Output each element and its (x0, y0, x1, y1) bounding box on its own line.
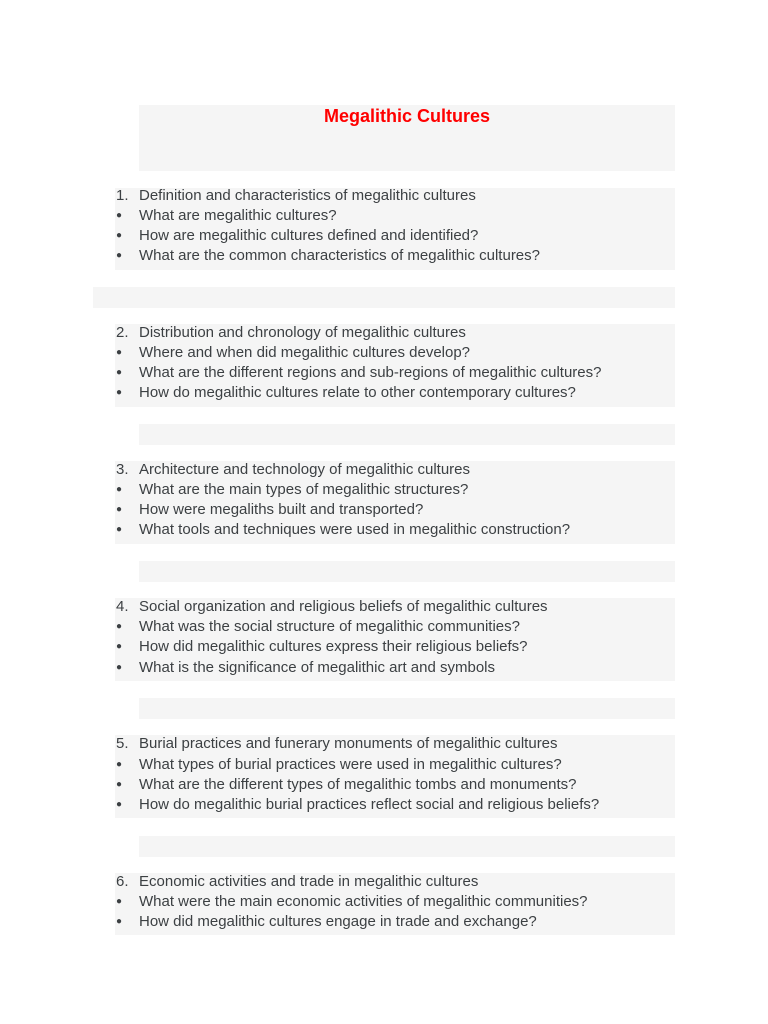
bullet-icon: ● (116, 387, 123, 398)
question-list-item (115, 775, 675, 795)
question-list-item (115, 795, 675, 815)
question-text: How are megalithic cultures defined and identified? (139, 227, 479, 244)
question-list-item (115, 617, 675, 637)
question-list-item (115, 500, 675, 520)
document-title: Megalithic Cultures (323, 106, 491, 126)
section-number: 1. (116, 187, 129, 204)
section-heading (115, 460, 675, 480)
question-text: What are the different types of megalithic tombs and monuments? (139, 776, 577, 793)
section-number: 2. (116, 324, 129, 341)
section-number: 5. (116, 735, 129, 752)
separator-band-3 (139, 561, 675, 582)
question-list-item (115, 912, 675, 932)
bullet-icon: ● (116, 799, 123, 810)
question-text: How did megalithic cultures engage in trade and exchange? (139, 913, 537, 930)
question-list-item (115, 755, 675, 775)
section-heading (115, 597, 675, 617)
section-heading (115, 872, 675, 892)
question-text: What are megalithic cultures? (139, 207, 337, 224)
section-heading-text: Definition and characteristics of megalithic cultures (139, 187, 476, 204)
question-text: What are the main types of megalithic structures? (139, 481, 469, 498)
section-number: 6. (116, 873, 129, 890)
question-list-item (115, 343, 675, 363)
bullet-icon: ● (116, 504, 123, 515)
section-heading (115, 734, 675, 754)
bullet-icon: ● (116, 484, 123, 495)
section-number: 4. (116, 598, 129, 615)
question-list-item (115, 892, 675, 912)
question-text: How did megalithic cultures express their religious beliefs? (139, 638, 528, 655)
section-heading-text: Architecture and technology of megalithic cultures (139, 461, 471, 478)
question-list-item (115, 658, 675, 678)
bullet-icon: ● (116, 621, 123, 632)
bullet-icon: ● (116, 524, 123, 535)
section-heading-text: Burial practices and funerary monuments of megalithic cultures (139, 735, 558, 752)
question-list-item (115, 383, 675, 403)
separator-band-2 (139, 424, 675, 445)
question-text: What are the common characteristics of megalithic cultures? (139, 247, 540, 264)
section-number: 3. (116, 461, 129, 478)
bullet-icon: ● (116, 367, 123, 378)
question-text: How were megaliths built and transported? (139, 501, 424, 518)
separator-band-1 (93, 287, 675, 308)
separator-band-5 (139, 836, 675, 857)
question-list-item (115, 480, 675, 500)
bullet-icon: ● (116, 641, 123, 652)
question-text: What are the different regions and sub-regions of megalithic cultures? (139, 364, 602, 381)
bullet-icon: ● (116, 347, 123, 358)
section-heading-text: Economic activities and trade in megalithic cultures (139, 873, 479, 890)
question-text: What tools and techniques were used in megalithic construction? (139, 521, 571, 538)
question-text: How do megalithic burial practices reflect social and religious beliefs? (139, 796, 600, 813)
question-list-item (115, 206, 675, 226)
question-text: How do megalithic cultures relate to other contemporary cultures? (139, 384, 576, 401)
bullet-icon: ● (116, 210, 123, 221)
question-text: What is the significance of megalithic art and symbols (139, 659, 495, 676)
bullet-icon: ● (116, 230, 123, 241)
question-text: What types of burial practices were used in megalithic cultures? (139, 756, 562, 773)
question-text: Where and when did megalithic cultures develop? (139, 344, 471, 361)
question-text: What were the main economic activities of megalithic communities? (139, 893, 588, 910)
question-text: What was the social structure of megalithic communities? (139, 618, 520, 635)
bullet-icon: ● (116, 896, 123, 907)
bullet-icon: ● (116, 916, 123, 927)
question-list-item (115, 226, 675, 246)
bullet-icon: ● (116, 779, 123, 790)
section-heading-text: Social organization and religious beliefs of megalithic cultures (139, 598, 548, 615)
bullet-icon: ● (116, 250, 123, 261)
question-list-item (115, 363, 675, 383)
separator-band-4 (139, 698, 675, 719)
bullet-icon: ● (116, 759, 123, 770)
section-heading (115, 186, 675, 206)
section-heading (115, 323, 675, 343)
bullet-icon: ● (116, 662, 123, 673)
question-list-item (115, 520, 675, 540)
question-list-item (115, 246, 675, 266)
section-heading-text: Distribution and chronology of megalithic cultures (139, 324, 466, 341)
question-list-item (115, 637, 675, 657)
